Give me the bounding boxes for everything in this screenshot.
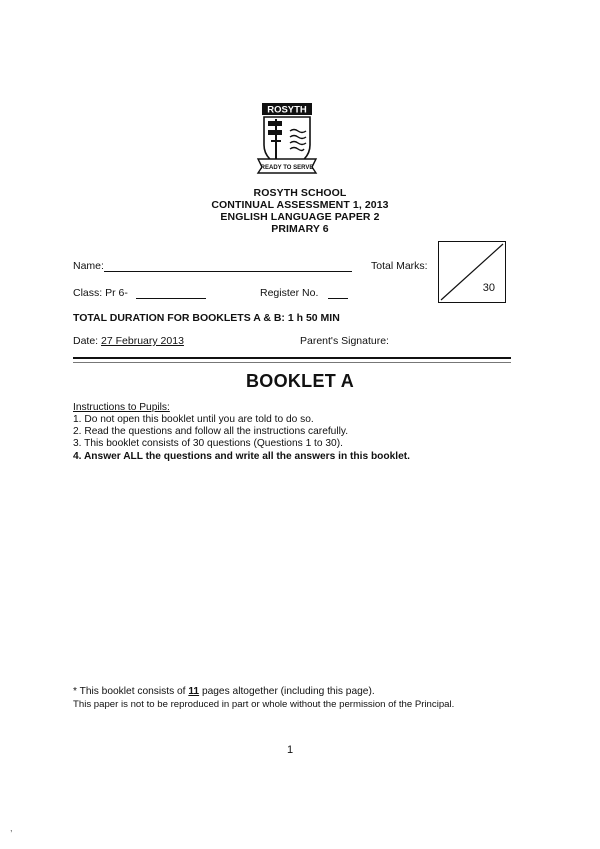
instruction-text: Read the questions and follow all the instructions carefully. [84,426,349,437]
divider-thin [73,362,511,363]
school-name: ROSYTH SCHOOL [253,187,347,199]
instruction-item [73,451,410,463]
instruction-text: Do not open this booklet until you are told to do so. [84,414,314,425]
register-label: Register No. [260,287,319,299]
signature-label: Parent's Signature: [300,335,389,347]
register-field[interactable] [328,298,348,299]
instruction-number: 3. [73,438,82,449]
total-marks-box [438,241,506,303]
scan-mark: , [10,823,13,833]
duration-text: TOTAL DURATION FOR BOOKLETS A & B: 1 h 50 MIN [73,312,340,324]
marks-diagonal-line [439,242,505,302]
crest-name: ROSYTH [267,104,307,116]
page-count-prefix: * This booklet consists of [73,686,189,697]
page-number: 1 [286,744,294,756]
booklet-title: BOOKLET A [245,371,355,391]
copyright-note: This paper is not to be reproduced in part or whole without the permission of the Principal. [73,699,455,710]
date-row [73,335,184,347]
instruction-number: 1. [73,414,82,425]
total-marks-label: Total Marks: [371,260,428,272]
name-label: Name: [73,260,104,272]
date-value: 27 February 2013 [101,335,184,347]
instruction-text: Answer ALL the questions and write all the answers in this booklet. [83,451,411,462]
instruction-text: This booklet consists of 30 questions (Questions 1 to 30). [84,438,343,449]
date-label: Date: [73,335,99,347]
class-label: Class: Pr 6- [73,287,128,299]
name-field[interactable] [104,271,352,272]
divider-thick [73,357,511,359]
page-count-suffix: pages altogether (including this page). [199,686,375,697]
crest-motto: READY TO SERVE [260,165,314,171]
page-count-value: 11 [188,686,200,697]
instruction-item [73,438,343,450]
instruction-item [73,426,348,438]
assessment-title: CONTINUAL ASSESSMENT 1, 2013 [211,199,389,211]
instruction-number: 2. [73,426,82,437]
instruction-item [73,414,314,426]
instructions-heading: Instructions to Pupils: [73,402,170,413]
level-title: PRIMARY 6 [271,223,329,235]
paper-title: ENGLISH LANGUAGE PAPER 2 [220,211,380,223]
total-marks-value: 30 [482,282,495,294]
page-count-note [73,686,375,697]
school-crest [254,101,320,177]
class-field[interactable] [136,298,206,299]
instruction-number: 4. [73,451,82,462]
